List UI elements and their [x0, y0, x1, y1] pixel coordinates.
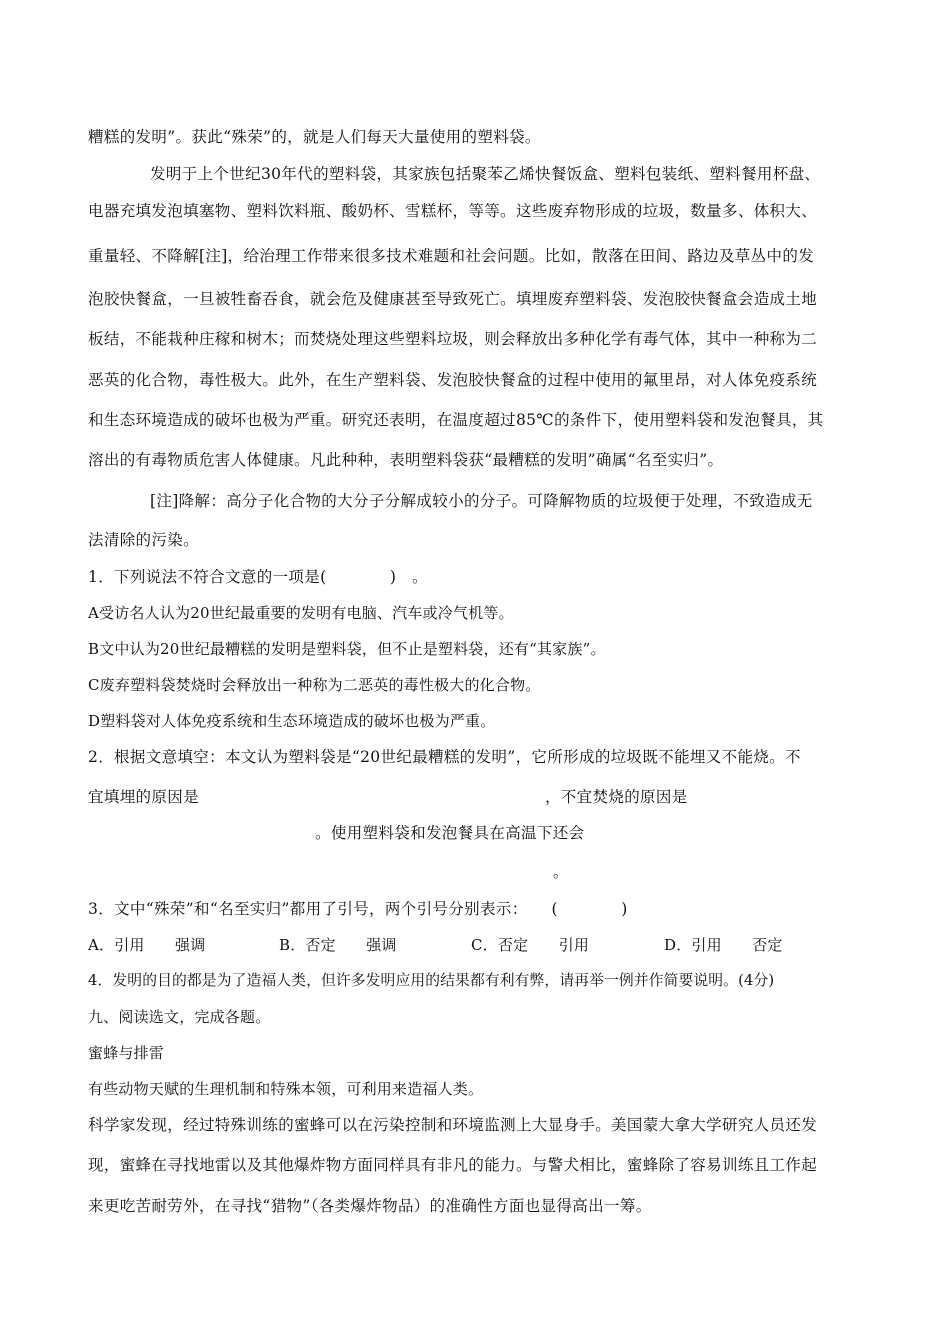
question-1-stem: 1．下列说法不符合文意的一项是( ) 。 [88, 568, 429, 586]
question-3-stem: 3．文中“殊荣”和“名至实归”都用了引号，两个引号分别表示： ( ) [88, 900, 628, 918]
note-line: [注]降解：高分子化合物的大分子分解成较小的分子。可降解物质的垃圾便于处理，不致造成无 [150, 492, 813, 510]
q3-option-c: C．否定 引用 [471, 936, 590, 954]
passage-line: 泡胶快餐盒，一旦被牲畜吞食，就会危及健康甚至导致死亡。填埋废弃塑料袋、发泡胶快餐盒会造成土地 [88, 290, 818, 308]
q2-line [88, 787, 868, 807]
q1-option-c: C废弃塑料袋焚烧时会释放出一种称为二恶英的毒性极大的化合物。 [88, 676, 541, 694]
passage-line: 糟糕的发明”。获此“殊荣”的，就是人们每天大量使用的塑料袋。 [88, 128, 541, 146]
section-9-title: 蜜蜂与排雷 [88, 1044, 165, 1062]
q2-fill-label-burn: ，不宜焚烧的原因是 [544, 788, 688, 806]
section-9-heading: 九、阅读选文，完成各题。 [88, 1008, 271, 1026]
q1-option-a: A受访名人认为20世纪最重要的发明有电脑、汽车或冷气机等。 [88, 604, 514, 622]
passage-line: 溶出的有毒物质危害人体健康。凡此种种，表明塑料袋获“最糟糕的发明”确属“名至实归”。 [88, 451, 724, 469]
q1-option-b: B文中认为20世纪最糟糕的发明是塑料袋，但不止是塑料袋，还有“其家族”。 [88, 640, 606, 658]
question-4-stem: 4．发明的目的都是为了造福人类，但许多发明应用的结果都有利有弊，请再举一例并作简要说明。(4分) [88, 972, 775, 989]
passage-line: 重量轻、不降解[注]，给治理工作带来很多技术难题和社会问题。比如，散落在田间、路边及草丛中的发 [88, 247, 815, 265]
q3-option-d: D．引用 否定 [664, 936, 783, 954]
q3-option-b: B．否定 强调 [279, 936, 397, 954]
q2-fill-label-bury: 宜填埋的原因是 [88, 788, 199, 806]
passage-line: 和生态环境造成的破坏也极为严重。研究还表明，在温度超过85℃的条件下，使用塑料袋和发泡餐具，其 [88, 411, 824, 429]
section-9-line: 科学家发现，经过特殊训练的蜜蜂可以在污染控制和环境监测上大显身手。美国蒙大拿大学研究人员还发 [88, 1116, 818, 1134]
section-9-line: 现，蜜蜂在寻找地雷以及其他爆炸物方面同样具有非凡的能力。与警犬相比，蜜蜂除了容易训练且工作起 [88, 1156, 818, 1174]
section-9-line: 有些动物天赋的生理机制和特殊本领，可利用来造福人类。 [88, 1080, 484, 1098]
passage-line: 板结，不能栽种庄稼和树木；而焚烧处理这些塑料垃圾，则会释放出多种化学有毒气体，其中一种称为二 [88, 330, 818, 348]
q3-option-a: A．引用 强调 [88, 936, 206, 954]
q2-end-mark: 。 [553, 863, 569, 881]
q2-fill-label-heat: 。使用塑料袋和发泡餐具在高温下还会 [315, 824, 585, 842]
section-9-line: 来更吃苦耐劳外，在寻找“猎物”（各类爆炸物品）的准确性方面也显得高出一筹。 [88, 1197, 652, 1215]
q3-options [88, 935, 868, 955]
passage-line: 恶英的化合物，毒性极大。此外，在生产塑料袋、发泡胶快餐盒的过程中使用的氟里昂，对人体免疫系统 [88, 371, 818, 389]
passage-line: 发明于上个世纪30年代的塑料袋，其家族包括聚苯乙烯快餐饭盒、塑料包装纸、塑料餐用杯盘、 [150, 165, 821, 183]
question-2-stem: 2．根据文意填空：本文认为塑料袋是“20世纪最糟糕的发明”，它所形成的垃圾既不能埋又不能烧。不 [88, 748, 801, 766]
note-line: 法清除的污染。 [88, 531, 199, 549]
q1-option-d: D塑料袋对人体免疫系统和生态环境造成的破坏也极为严重。 [88, 712, 496, 730]
passage-line: 电器充填发泡填塞物、塑料饮料瓶、酸奶杯、雪糕杯，等等。这些废弃物形成的垃圾，数量多、体积大、 [88, 202, 818, 220]
